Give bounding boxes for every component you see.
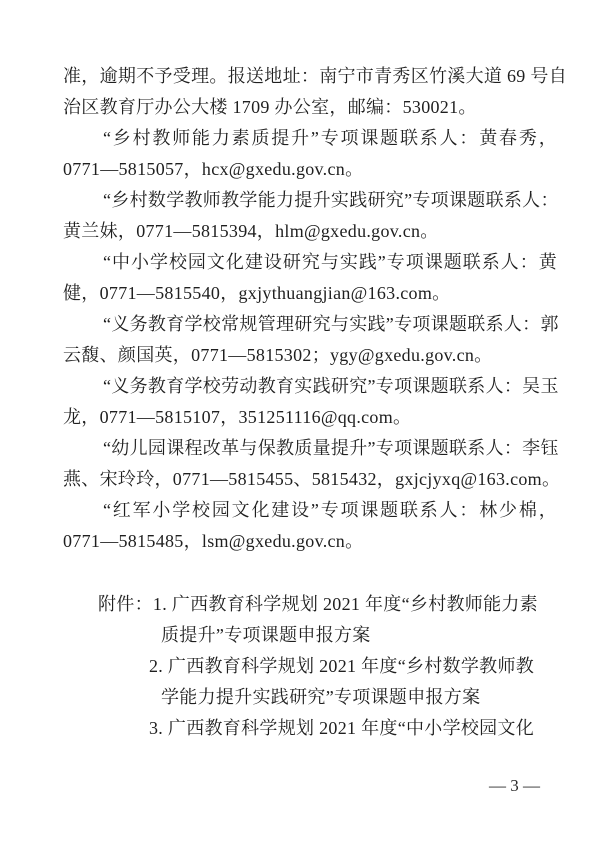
body-line: 燕、宋玲玲，0771—5815455、5815432，gxjcjyxq@163.com。 <box>63 469 561 489</box>
body-line: 治区教育厅办公大楼 1709 办公室，邮编：530021。 <box>63 97 477 117</box>
body-line: “义务教育学校常规管理研究与实践”专项课题联系人：郭 <box>103 314 559 334</box>
attachment-line: 质提升”专项课题申报方案 <box>161 625 371 645</box>
body-line: “幼儿园课程改革与保教质量提升”专项课题联系人：李钰 <box>103 438 559 458</box>
body-line: 准，逾期不予受理。报送地址：南宁市青秀区竹溪大道 69 号自 <box>63 66 567 86</box>
page-number: — 3 — <box>489 776 540 795</box>
body-line: “义务教育学校劳动教育实践研究”专项课题联系人：吴玉 <box>103 376 559 396</box>
body-line: “中小学校园文化建设研究与实践”专项课题联系人：黄 <box>103 252 557 272</box>
body-text <box>63 61 567 744</box>
attachments-section <box>63 589 557 744</box>
body-line: “乡村数学教师教学能力提升实践研究”专项课题联系人： <box>103 190 559 210</box>
body-line: 0771—5815057，hcx@gxedu.gov.cn。 <box>63 159 364 179</box>
body-line: 龙，0771—5815107，351251116@qq.com。 <box>63 407 412 427</box>
body-line: 云馥、颜国英，0771—5815302；ygy@gxedu.gov.cn。 <box>63 345 493 365</box>
section-gap <box>63 557 557 589</box>
body-line: “乡村教师能力素质提升”专项课题联系人：黄春秀， <box>103 128 557 148</box>
body-line: 健，0771—5815540，gxjythuangjian@163.com。 <box>63 283 451 303</box>
body-line: 黄兰妹，0771—5815394，hlm@gxedu.gov.cn。 <box>63 221 439 241</box>
body-line: “红军小学校园文化建设”专项课题联系人：林少棉， <box>103 500 557 520</box>
attachment-line: 学能力提升实践研究”专项课题申报方案 <box>161 687 481 707</box>
attachment-line: 2. 广西教育科学规划 2021 年度“乡村数学教师教 <box>149 656 535 676</box>
attachment-line: 附件：1. 广西教育科学规划 2021 年度“乡村教师能力素 <box>98 594 538 614</box>
body-line: 0771—5815485，lsm@gxedu.gov.cn。 <box>63 531 364 551</box>
attachment-line: 3. 广西教育科学规划 2021 年度“中小学校园文化 <box>149 718 535 738</box>
